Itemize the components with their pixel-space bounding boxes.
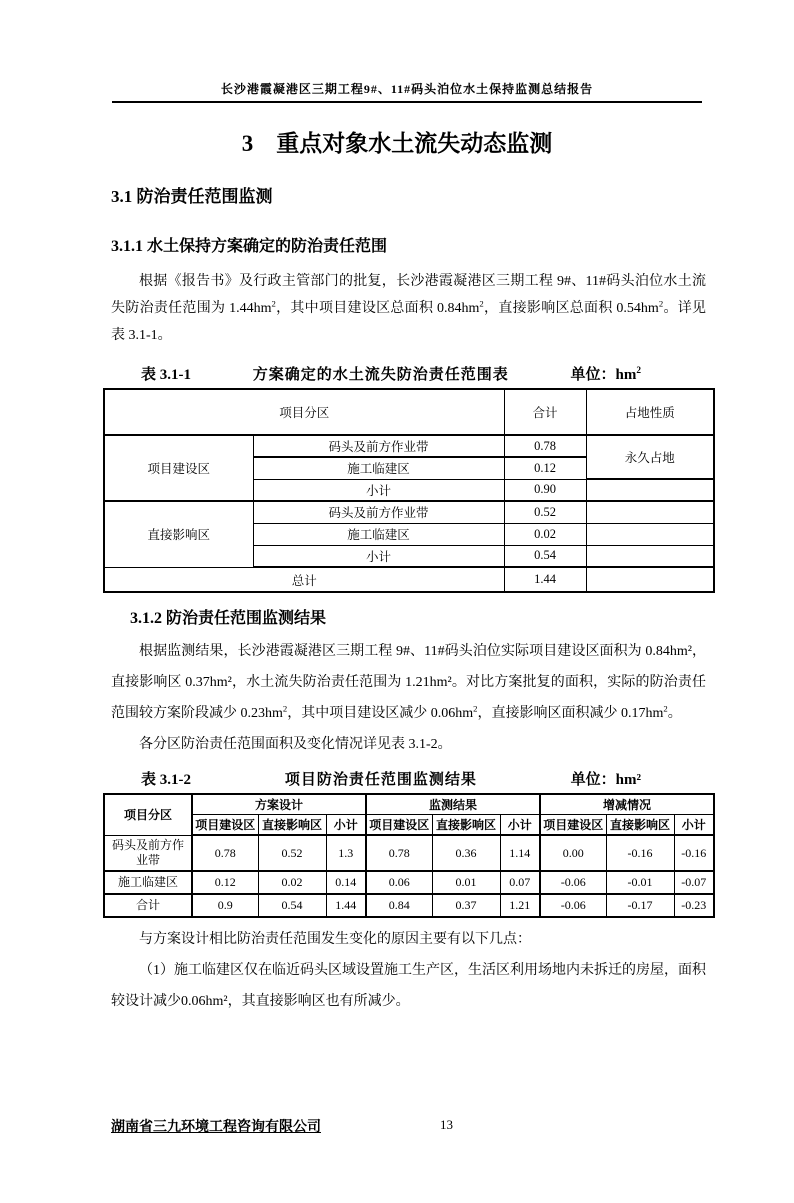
t2-value: 0.9 (192, 894, 258, 917)
table-row (104, 435, 714, 457)
t2-group-header: 方案设计 (192, 794, 366, 815)
t2-sub-header: 项目建设区 (366, 815, 432, 836)
t2-value: 1.14 (500, 835, 540, 871)
subsection-heading-3-1-2: 3.1.2 防治责任范围监测结果 (130, 610, 327, 627)
section-heading-3-1: 3.1 防治责任范围监测 (111, 187, 273, 206)
t2-value: -0.06 (540, 894, 606, 917)
t1-value: 0.78 (504, 435, 586, 457)
table-row (104, 794, 714, 815)
t2-sub-header: 直接影响区 (432, 815, 500, 836)
table-row (104, 894, 714, 917)
table-row (104, 567, 714, 592)
t2-value: -0.16 (674, 835, 714, 871)
t2-value: 0.00 (540, 835, 606, 871)
table-row (104, 835, 714, 871)
t2-value: 0.37 (432, 894, 500, 917)
t1-header-zone: 项目分区 (104, 389, 504, 435)
table-row (104, 501, 714, 523)
t2-value: 0.14 (326, 871, 366, 894)
t2-value: 0.01 (432, 871, 500, 894)
t2-header-zone: 项目分区 (104, 794, 192, 835)
t1-subzone: 小计 (253, 479, 504, 501)
table-3-1-1-unit: 单位：$hm^2$ (570, 366, 641, 383)
table-3-1-2-unit: 单位：hm² (570, 772, 641, 788)
report-header-title: 长沙港霞凝港区三期工程9#、11#码头泊位水土保持监测总结报告 (220, 82, 594, 96)
t2-group-header: 增减情况 (540, 794, 714, 815)
t1-value: 0.54 (504, 545, 586, 567)
t2-value: -0.23 (674, 894, 714, 917)
t2-sub-header: 项目建设区 (192, 815, 258, 836)
t1-subzone: 小计 (253, 545, 504, 567)
t2-value: -0.16 (606, 835, 674, 871)
table-3-1-1-caption (103, 363, 713, 384)
t1-land-type-empty (586, 479, 714, 501)
t2-value: -0.01 (606, 871, 674, 894)
t2-row-name: 合计 (104, 894, 192, 917)
t1-group-name: 直接影响区 (104, 501, 253, 567)
table-row (104, 815, 714, 836)
t2-value: 1.3 (326, 835, 366, 871)
paragraph-reason-1: （1）施工临建区仅在临近码头区域设置施工生产区，生活区利用场地内未拆迁的房屋，面积较设计减少0.06hm²，其直接影响区也有所减少。 (111, 963, 706, 1009)
t1-land-type-empty (586, 545, 714, 567)
t2-value: 0.54 (258, 894, 326, 917)
t1-header-total: 合计 (504, 389, 586, 435)
table-3-1-2-title: 项目防治责任范围监测结果 (284, 772, 477, 788)
t1-land-type-empty (586, 501, 714, 523)
t2-sub-header: 直接影响区 (258, 815, 326, 836)
paragraph-3-1-1: 根据《报告书》及行政主管部门的批复，长沙港霞凝港区三期工程 9#、11#码头泊位水土流失防治责任范围为 $1.44hm^2$，其中项目建设区总面积 $0.84hm^2$，直接影响区总面积 $0.54hm^2$。详见表 3.1-1。 (111, 274, 707, 343)
t2-value: -0.07 (674, 871, 714, 894)
t1-subzone: 码头及前方作业带 (253, 435, 504, 457)
table-3-1-1-label: 表 3.1-1 (141, 367, 191, 383)
t2-value: 0.12 (192, 871, 258, 894)
t1-total-label: 总计 (104, 567, 504, 592)
t2-value: 0.78 (192, 835, 258, 871)
t1-land-type: 永久占地 (586, 435, 714, 479)
table-3-1-2-caption (103, 768, 713, 789)
table-row (104, 389, 714, 435)
t1-value: 0.90 (504, 479, 586, 501)
t1-group-name: 项目建设区 (104, 435, 253, 501)
footer-company-name: 湖南省三九环境工程咨询有限公司 (111, 1120, 321, 1135)
table-3-1-2-label: 表 3.1-2 (141, 772, 191, 788)
chapter-title: 3 重点对象水土流失动态监测 (241, 131, 553, 156)
report-header (112, 80, 702, 103)
t1-header-land: 占地性质 (586, 389, 714, 435)
t2-value: 0.52 (258, 835, 326, 871)
t2-value: 1.44 (326, 894, 366, 917)
t2-sub-header: 小计 (674, 815, 714, 836)
t2-sub-header: 小计 (326, 815, 366, 836)
t2-value: 0.02 (258, 871, 326, 894)
table-row (104, 871, 714, 894)
t2-value: 0.78 (366, 835, 432, 871)
t2-row-name: 施工临建区 (104, 871, 192, 894)
t1-value: 0.02 (504, 523, 586, 545)
t2-value: 0.36 (432, 835, 500, 871)
t1-value: 0.52 (504, 501, 586, 523)
t2-value: 0.06 (366, 871, 432, 894)
t1-subzone: 施工临建区 (253, 457, 504, 479)
t2-value: 0.84 (366, 894, 432, 917)
t1-land-type-empty (586, 523, 714, 545)
table-3-1-2 (103, 793, 715, 918)
subsection-heading-3-1-1: 3.1.1 水土保持方案确定的防治责任范围 (111, 238, 388, 255)
t1-land-type-empty (586, 567, 714, 592)
t2-sub-header: 小计 (500, 815, 540, 836)
t2-sub-header: 项目建设区 (540, 815, 606, 836)
paragraph-change-reasons: 与方案设计相比防治责任范围发生变化的原因主要有以下几点： (139, 932, 531, 947)
page-number: 13 (440, 1117, 453, 1132)
paragraph-3-1-2-results: 根据监测结果，长沙港霞凝港区三期工程 9#、11#码头泊位实际项目建设区面积为 0.84hm²，直接影响区 0.37hm²，水土流失防治责任范围为 1.21hm²。对比方案批复的面积，实际的防治责任范围较方案阶段减少 $0.23hm^2$，其中项目建设区减少 $0.06hm^2$，直接影响区面积减少 $0.17hm^2$。 (111, 644, 706, 721)
t2-value: -0.17 (606, 894, 674, 917)
paragraph-3-1-2-see-table: 各分区防治责任范围面积及变化情况详见表 3.1-2。 (139, 737, 452, 752)
t2-sub-header: 直接影响区 (606, 815, 674, 836)
t1-total-value: 1.44 (504, 567, 586, 592)
t2-row-name: 码头及前方作业带 (104, 835, 192, 871)
t2-value: 1.21 (500, 894, 540, 917)
t2-value: -0.06 (540, 871, 606, 894)
t2-value: 0.07 (500, 871, 540, 894)
t1-subzone: 施工临建区 (253, 523, 504, 545)
t2-group-header: 监测结果 (366, 794, 540, 815)
t1-value: 0.12 (504, 457, 586, 479)
table-3-1-1 (103, 388, 715, 593)
table-3-1-1-title: 方案确定的水土流失防治责任范围表 (252, 367, 509, 383)
t1-subzone: 码头及前方作业带 (253, 501, 504, 523)
